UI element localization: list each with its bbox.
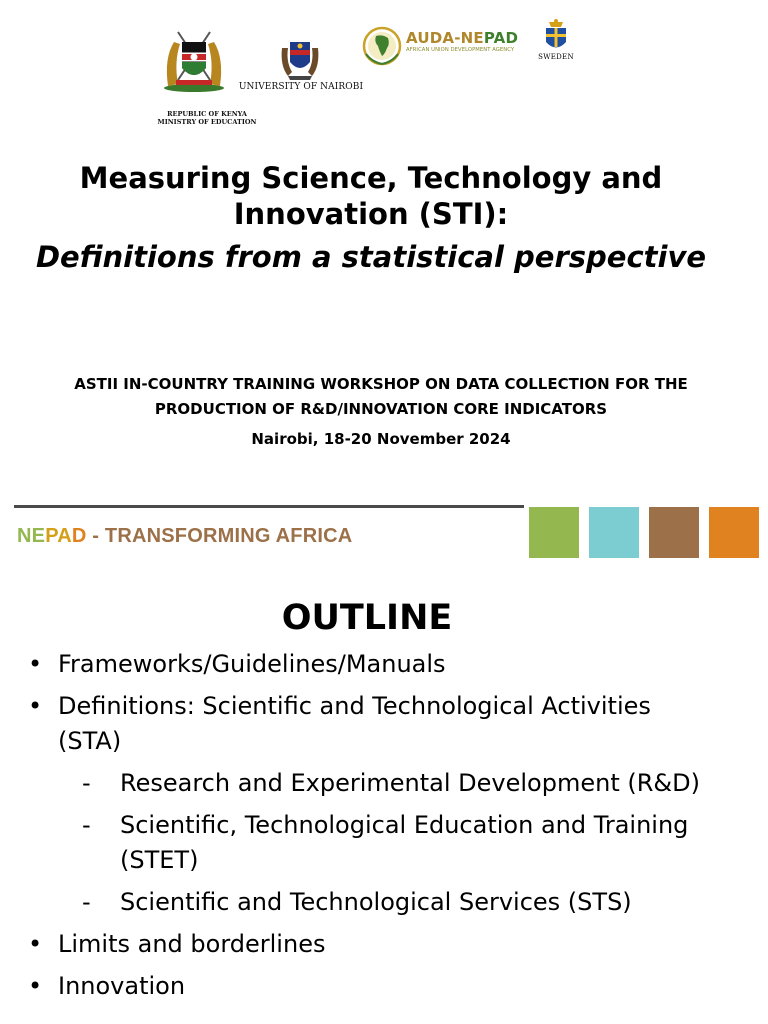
workshop-info xyxy=(20,372,742,452)
outline-item-text: Research and Experimental Development (R&D) xyxy=(120,769,700,797)
outline-item-limits xyxy=(0,927,768,962)
outline-list xyxy=(0,640,768,1004)
bullet-marker: • xyxy=(28,930,43,958)
color-block-green xyxy=(529,507,579,558)
outline-item-text: Frameworks/Guidelines/Manuals xyxy=(58,650,446,678)
title-line-2: Innovation (STI): xyxy=(233,197,509,231)
tagline-ne: NE xyxy=(17,525,46,547)
sweden-coat-of-arms-logo xyxy=(541,18,571,54)
kenya-caption-line1: REPUBLIC OF KENYA xyxy=(167,110,247,118)
bullet-marker: • xyxy=(28,972,43,1000)
auda-wordmark-part2: PAD xyxy=(483,29,519,47)
outline-item-text: Innovation xyxy=(58,972,186,1000)
outline-item-text: Limits and borderlines xyxy=(58,930,326,958)
color-block-cyan xyxy=(589,507,639,558)
workshop-line-1: ASTII IN-COUNTRY TRAINING WORKSHOP ON DATA COLLECTION FOR THE xyxy=(74,375,688,393)
tagline-d: D xyxy=(71,525,87,547)
auda-nepad-wordmark xyxy=(406,29,518,47)
bullet-marker: • xyxy=(28,650,43,678)
outline-item-frameworks xyxy=(0,647,768,682)
tagline-rest: - TRANSFORMING AFRICA xyxy=(86,525,353,547)
outline-heading: OUTLINE xyxy=(281,598,453,638)
kenya-caption-line2: MINISTRY OF EDUCATION xyxy=(157,118,257,126)
kenya-ministry-caption xyxy=(152,110,262,126)
auda-wordmark-part1: AUDA-NE xyxy=(406,29,484,47)
sweden-caption: SWEDEN xyxy=(538,53,574,61)
university-of-nairobi-crest-logo xyxy=(278,36,322,82)
auda-nepad-subtitle: AFRICAN UNION DEVELOPMENT AGENCY xyxy=(406,47,515,53)
kenya-coat-of-arms-logo xyxy=(160,28,228,94)
bullet-marker: • xyxy=(28,692,43,720)
dash-marker: - xyxy=(82,769,91,797)
event-date: Nairobi, 18-20 November 2024 xyxy=(251,430,511,448)
color-block-orange xyxy=(709,507,759,558)
outline-item-text: Definitions: Scientific and Technological Activities (STA) xyxy=(58,692,651,755)
color-block-brown xyxy=(649,507,699,558)
presentation-title xyxy=(0,160,742,276)
african-union-emblem-logo xyxy=(362,26,402,66)
outline-subitem-sts xyxy=(0,885,768,920)
university-of-nairobi-caption: UNIVERSITY OF NAIROBI xyxy=(238,82,364,92)
tagline-pa: PA xyxy=(45,525,72,547)
outline-subitem-rd xyxy=(0,766,768,801)
banner-divider xyxy=(14,505,524,508)
nepad-tagline xyxy=(17,525,352,548)
outline-item-text: Scientific, Technological Education and Training (STET) xyxy=(120,811,689,874)
dash-marker: - xyxy=(82,811,91,839)
outline-subitem-stet xyxy=(0,808,768,878)
title-line-1: Measuring Science, Technology and xyxy=(79,161,663,195)
title-subtitle: Definitions from a statistical perspective xyxy=(35,240,707,274)
outline-item-text: Scientific and Technological Services (STS) xyxy=(120,888,632,916)
dash-marker: - xyxy=(82,888,91,916)
outline-item-definitions xyxy=(0,689,768,759)
workshop-line-2: PRODUCTION OF R&D/INNOVATION CORE INDICATORS xyxy=(154,400,608,418)
outline-item-innovation xyxy=(0,969,768,1004)
